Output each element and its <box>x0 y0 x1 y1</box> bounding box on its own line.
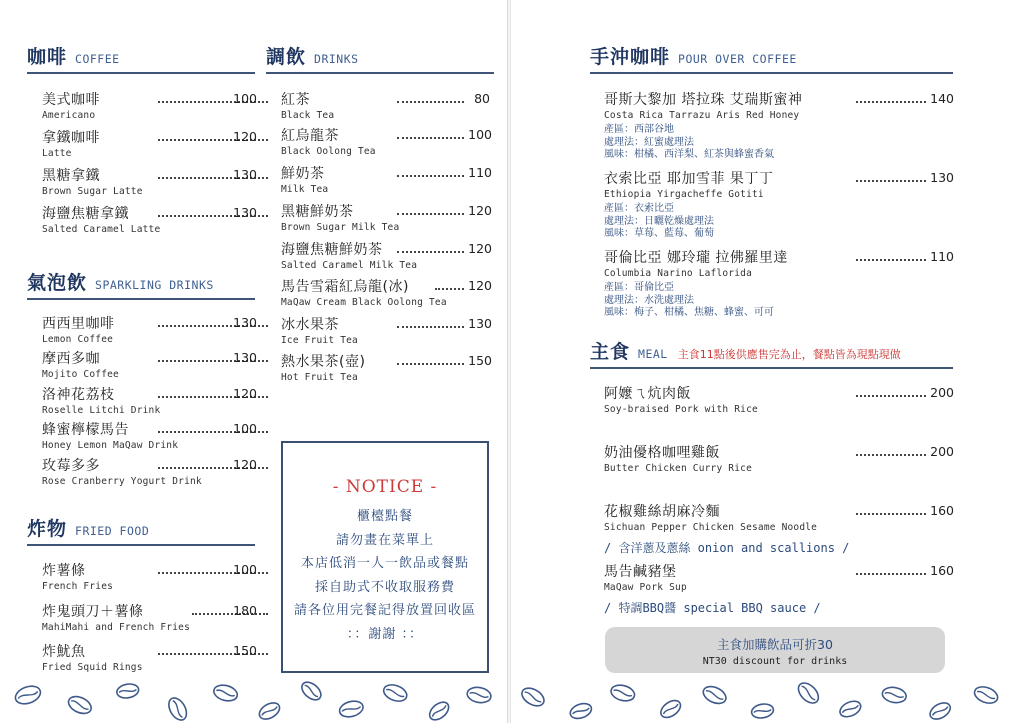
meal-note: 主食11點後供應售完為止，餐點皆為現點現做 <box>677 348 901 361</box>
coffee-bean-decoration <box>511 675 1024 723</box>
leader-dots <box>397 363 464 365</box>
section-meal <box>590 337 953 369</box>
item-name-en: Soy-braised Pork with Rice <box>604 404 758 415</box>
item-price: 110 <box>468 165 492 180</box>
item-addon: / 特調BBQ醬 special BBQ sauce / <box>604 601 821 615</box>
item-name-zh: 炸薯條 <box>42 563 86 579</box>
section-title-en: MEAL <box>638 347 668 361</box>
item-name-en: Roselle Litchi Drink <box>42 405 161 416</box>
notice-line: 採自助式不收取服務費 <box>314 579 455 595</box>
item-name-zh: 洛神花荔枝 <box>42 387 115 403</box>
menu-item <box>42 348 257 380</box>
item-name-en: Columbia Narino Laflorida <box>604 268 752 279</box>
coffee-bean-icon <box>13 683 43 707</box>
leader-dots <box>397 326 464 328</box>
item-detail: 產區：哥倫比亞 <box>604 282 674 293</box>
item-price: 160 <box>930 563 954 578</box>
item-name-zh: 摩西多咖 <box>42 351 100 367</box>
item-price: 150 <box>468 353 492 368</box>
menu-item <box>281 314 491 346</box>
coffee-bean-icon <box>751 702 775 719</box>
item-detail: 產區：西部谷地 <box>604 124 674 135</box>
menu-left-page <box>0 0 508 723</box>
menu-item <box>42 419 257 451</box>
notice-title: - NOTICE - <box>332 477 438 497</box>
item-name-en: Salted Caramel Milk Tea <box>281 260 418 271</box>
item-name-zh: 熱水果茶(壺) <box>281 354 366 370</box>
menu-item <box>281 89 491 121</box>
coffee-bean-icon <box>701 683 729 707</box>
item-name-zh: 海鹽焦糖鮮奶茶 <box>281 242 383 258</box>
item-price: 120 <box>468 241 492 256</box>
item-name-en: Hot Fruit Tea <box>281 372 358 383</box>
item-name-zh: 鮮奶茶 <box>281 166 325 182</box>
section-title-en: SPARKLING DRINKS <box>95 278 214 292</box>
item-name-en: Mojito Coffee <box>42 369 119 380</box>
discount-text-en: NT30 discount for drinks <box>702 656 848 667</box>
coffee-bean-icon <box>426 699 452 723</box>
item-name-en: Ice Fruit Tea <box>281 335 358 346</box>
leader-dots <box>397 213 464 215</box>
coffee-bean-icon <box>466 686 492 705</box>
menu-item <box>42 165 257 197</box>
menu-item <box>281 163 491 195</box>
item-detail: 風味：草莓、藍莓、葡萄 <box>604 228 714 239</box>
item-name-en: Costa Rica Tarrazu Aris Red Honey <box>604 110 800 121</box>
section-title-zh: 炸物 <box>27 518 68 540</box>
item-name-en: Salted Caramel Latte <box>42 224 161 235</box>
item-detail: 處理法：水洗處理法 <box>604 294 694 306</box>
menu-item <box>281 201 491 233</box>
leader-dots <box>397 101 464 103</box>
item-price: 150 <box>233 643 257 658</box>
item-detail: 處理法：紅蜜處理法 <box>604 136 694 148</box>
menu-item <box>281 239 491 271</box>
item-price: 110 <box>930 249 954 264</box>
section-title-en: POUR OVER COFFEE <box>678 52 797 66</box>
section-title-zh: 調飲 <box>266 46 307 68</box>
section-header <box>266 42 494 74</box>
menu-item <box>604 89 954 162</box>
item-name-zh: 奶油優格咖哩雞飯 <box>604 445 720 461</box>
coffee-bean-icon <box>881 686 907 705</box>
notice-box <box>281 441 489 673</box>
menu-item <box>42 384 257 416</box>
menu-item <box>604 247 954 320</box>
item-price: 130 <box>233 205 257 220</box>
menu-item <box>42 560 257 592</box>
item-price: 180 <box>233 603 257 618</box>
item-detail: 風味：柑橘、西洋梨、紅茶與蜂蜜香氣 <box>604 149 774 160</box>
coffee-bean-icon <box>972 684 1000 706</box>
item-name-en: French Fries <box>42 581 114 592</box>
section-sparkling <box>27 268 255 300</box>
item-name-en: Milk Tea <box>281 184 329 195</box>
item-name-en: Butter Chicken Curry Rice <box>604 463 752 474</box>
menu-item <box>604 501 954 556</box>
coffee-bean-icon <box>795 679 822 706</box>
item-name-zh: 紅烏龍茶 <box>281 128 339 144</box>
item-name-zh: 衣索比亞 耶加雪菲 果丁丁 <box>604 171 774 187</box>
item-name-en: Latte <box>42 148 72 159</box>
menu-item <box>42 203 257 235</box>
notice-line: 本店低消一人一飲品或餐點 <box>300 556 469 571</box>
item-price: 160 <box>930 503 954 518</box>
section-title-zh: 手沖咖啡 <box>590 46 671 68</box>
section-title-en: COFFEE <box>75 52 120 66</box>
section-coffee <box>27 42 255 74</box>
item-name-zh: 哥倫比亞 娜玲瓏 拉佛羅里達 <box>604 250 788 266</box>
coffee-bean-icon <box>116 682 140 699</box>
item-price: 100 <box>468 127 492 142</box>
notice-lines <box>283 505 487 646</box>
leader-dots <box>397 175 464 177</box>
item-name-zh: 玫莓多多 <box>42 458 100 474</box>
item-addon: / 含洋蔥及蔥絲 onion and scallions / <box>604 541 850 555</box>
item-price: 130 <box>233 350 257 365</box>
coffee-bean-icon <box>299 679 325 704</box>
item-name-en: Brown Sugar Latte <box>42 186 143 197</box>
coffee-bean-icon <box>568 701 593 721</box>
coffee-bean-icon <box>519 685 547 710</box>
item-name-en: Ethiopia Yirgacheffe Gotiti <box>604 189 764 200</box>
notice-line: ：：謝謝 ：： <box>346 626 424 642</box>
section-title-zh: 氣泡飲 <box>27 272 88 294</box>
section-header <box>590 42 953 74</box>
section-title-zh: 咖啡 <box>27 46 68 68</box>
item-name-zh: 黑糖拿鐵 <box>42 168 100 184</box>
item-name-zh: 黑糖鮮奶茶 <box>281 204 354 220</box>
coffee-bean-icon <box>381 682 409 704</box>
coffee-bean-icon <box>927 700 953 723</box>
item-price: 120 <box>233 386 257 401</box>
coffee-bean-icon <box>165 695 190 723</box>
item-name-zh: 紅茶 <box>281 92 310 108</box>
item-price: 120 <box>233 457 257 472</box>
item-name-en: MaQaw Pork Sup <box>604 582 687 593</box>
item-price: 100 <box>233 562 257 577</box>
item-name-zh: 花椒雞絲胡麻冷麵 <box>604 504 720 520</box>
item-detail: 產區：衣索比亞 <box>604 203 674 214</box>
section-header <box>27 268 255 300</box>
menu-item <box>604 561 954 616</box>
item-name-zh: 阿嬤ㄟ炕肉飯 <box>604 386 691 402</box>
item-price: 200 <box>930 444 954 459</box>
section-title-en: DRINKS <box>314 52 359 66</box>
item-price: 140 <box>930 91 954 106</box>
menu-item <box>281 125 491 157</box>
item-price: 120 <box>468 203 492 218</box>
discount-text-zh: 主食加購飲品可折30 <box>717 637 833 652</box>
notice-line: 請勿畫在菜單上 <box>335 532 434 548</box>
item-name-en: Sichuan Pepper Chicken Sesame Noodle <box>604 522 818 533</box>
item-price: 100 <box>233 421 257 436</box>
notice-line: 請各位用完餐記得放置回收區 <box>293 603 476 618</box>
coffee-bean-icon <box>338 699 365 720</box>
menu-item <box>281 276 491 308</box>
menu-item <box>604 442 954 474</box>
section-title-zh: 主食 <box>590 341 631 363</box>
section-header <box>590 337 953 369</box>
menu-item <box>42 641 257 673</box>
item-price: 130 <box>233 315 257 330</box>
item-price: 120 <box>233 129 257 144</box>
coffee-bean-icon <box>609 683 636 704</box>
item-name-en: Black Oolong Tea <box>281 146 376 157</box>
item-price: 130 <box>930 170 954 185</box>
item-name-zh: 西西里咖啡 <box>42 316 115 332</box>
item-name-zh: 美式咖啡 <box>42 92 100 108</box>
coffee-bean-decoration <box>0 675 507 723</box>
item-name-en: Fried Squid Rings <box>42 662 143 673</box>
coffee-bean-icon <box>257 700 283 723</box>
leader-dots <box>397 137 464 139</box>
section-title-en: FRIED FOOD <box>75 524 150 538</box>
notice-line: 櫃檯點餐 <box>356 509 413 524</box>
item-name-zh: 海鹽焦糖拿鐵 <box>42 206 129 222</box>
coffee-bean-icon <box>212 683 239 704</box>
coffee-bean-icon <box>838 698 864 720</box>
item-name-en: Lemon Coffee <box>42 334 114 345</box>
item-name-zh: 馬告鹹豬堡 <box>604 564 677 580</box>
item-name-en: Honey Lemon MaQaw Drink <box>42 440 179 451</box>
item-name-zh: 拿鐵咖啡 <box>42 130 100 146</box>
menu-item <box>42 313 257 345</box>
item-name-zh: 蜂蜜檸檬馬告 <box>42 422 129 438</box>
discount-banner <box>605 627 945 673</box>
item-name-en: MahiMahi and French Fries <box>42 622 190 633</box>
item-name-en: MaQaw Cream Black Oolong Tea <box>281 297 447 308</box>
item-name-zh: 炸鬼頭刀＋薯條 <box>42 604 144 620</box>
item-name-zh: 哥斯大黎加 塔拉珠 艾瑞斯蜜神 <box>604 92 803 108</box>
menu-item <box>42 127 257 159</box>
section-pour-over <box>590 42 953 74</box>
section-header <box>27 514 255 546</box>
menu-item <box>604 383 954 415</box>
menu-item <box>281 351 491 383</box>
item-price: 130 <box>233 167 257 182</box>
section-drinks <box>266 42 494 74</box>
item-detail: 處理法：日曬乾燥處理法 <box>604 215 714 227</box>
coffee-bean-icon <box>66 693 94 717</box>
item-name-en: Americano <box>42 110 96 121</box>
item-name-en: Rose Cranberry Yogurt Drink <box>42 476 202 487</box>
item-price: 200 <box>930 385 954 400</box>
item-name-en: Black Tea <box>281 110 335 121</box>
item-name-zh: 馬告雪霜紅烏龍(冰) <box>281 279 409 295</box>
menu-item <box>42 89 257 121</box>
leader-dots <box>397 251 464 253</box>
item-name-en: Brown Sugar Milk Tea <box>281 222 400 233</box>
menu-item <box>42 455 257 487</box>
item-price: 80 <box>474 91 490 106</box>
item-name-zh: 炸魷魚 <box>42 644 86 660</box>
section-fried-food <box>27 514 255 546</box>
menu-item <box>42 601 257 633</box>
section-header <box>27 42 255 74</box>
item-name-zh: 冰水果茶 <box>281 317 339 333</box>
item-price: 120 <box>468 278 492 293</box>
item-price: 100 <box>233 91 257 106</box>
coffee-bean-icon <box>658 697 684 721</box>
item-detail: 風味：梅子、柑橘、焦糖、蜂蜜、可可 <box>604 307 774 318</box>
item-price: 130 <box>468 316 492 331</box>
menu-item <box>604 168 954 241</box>
